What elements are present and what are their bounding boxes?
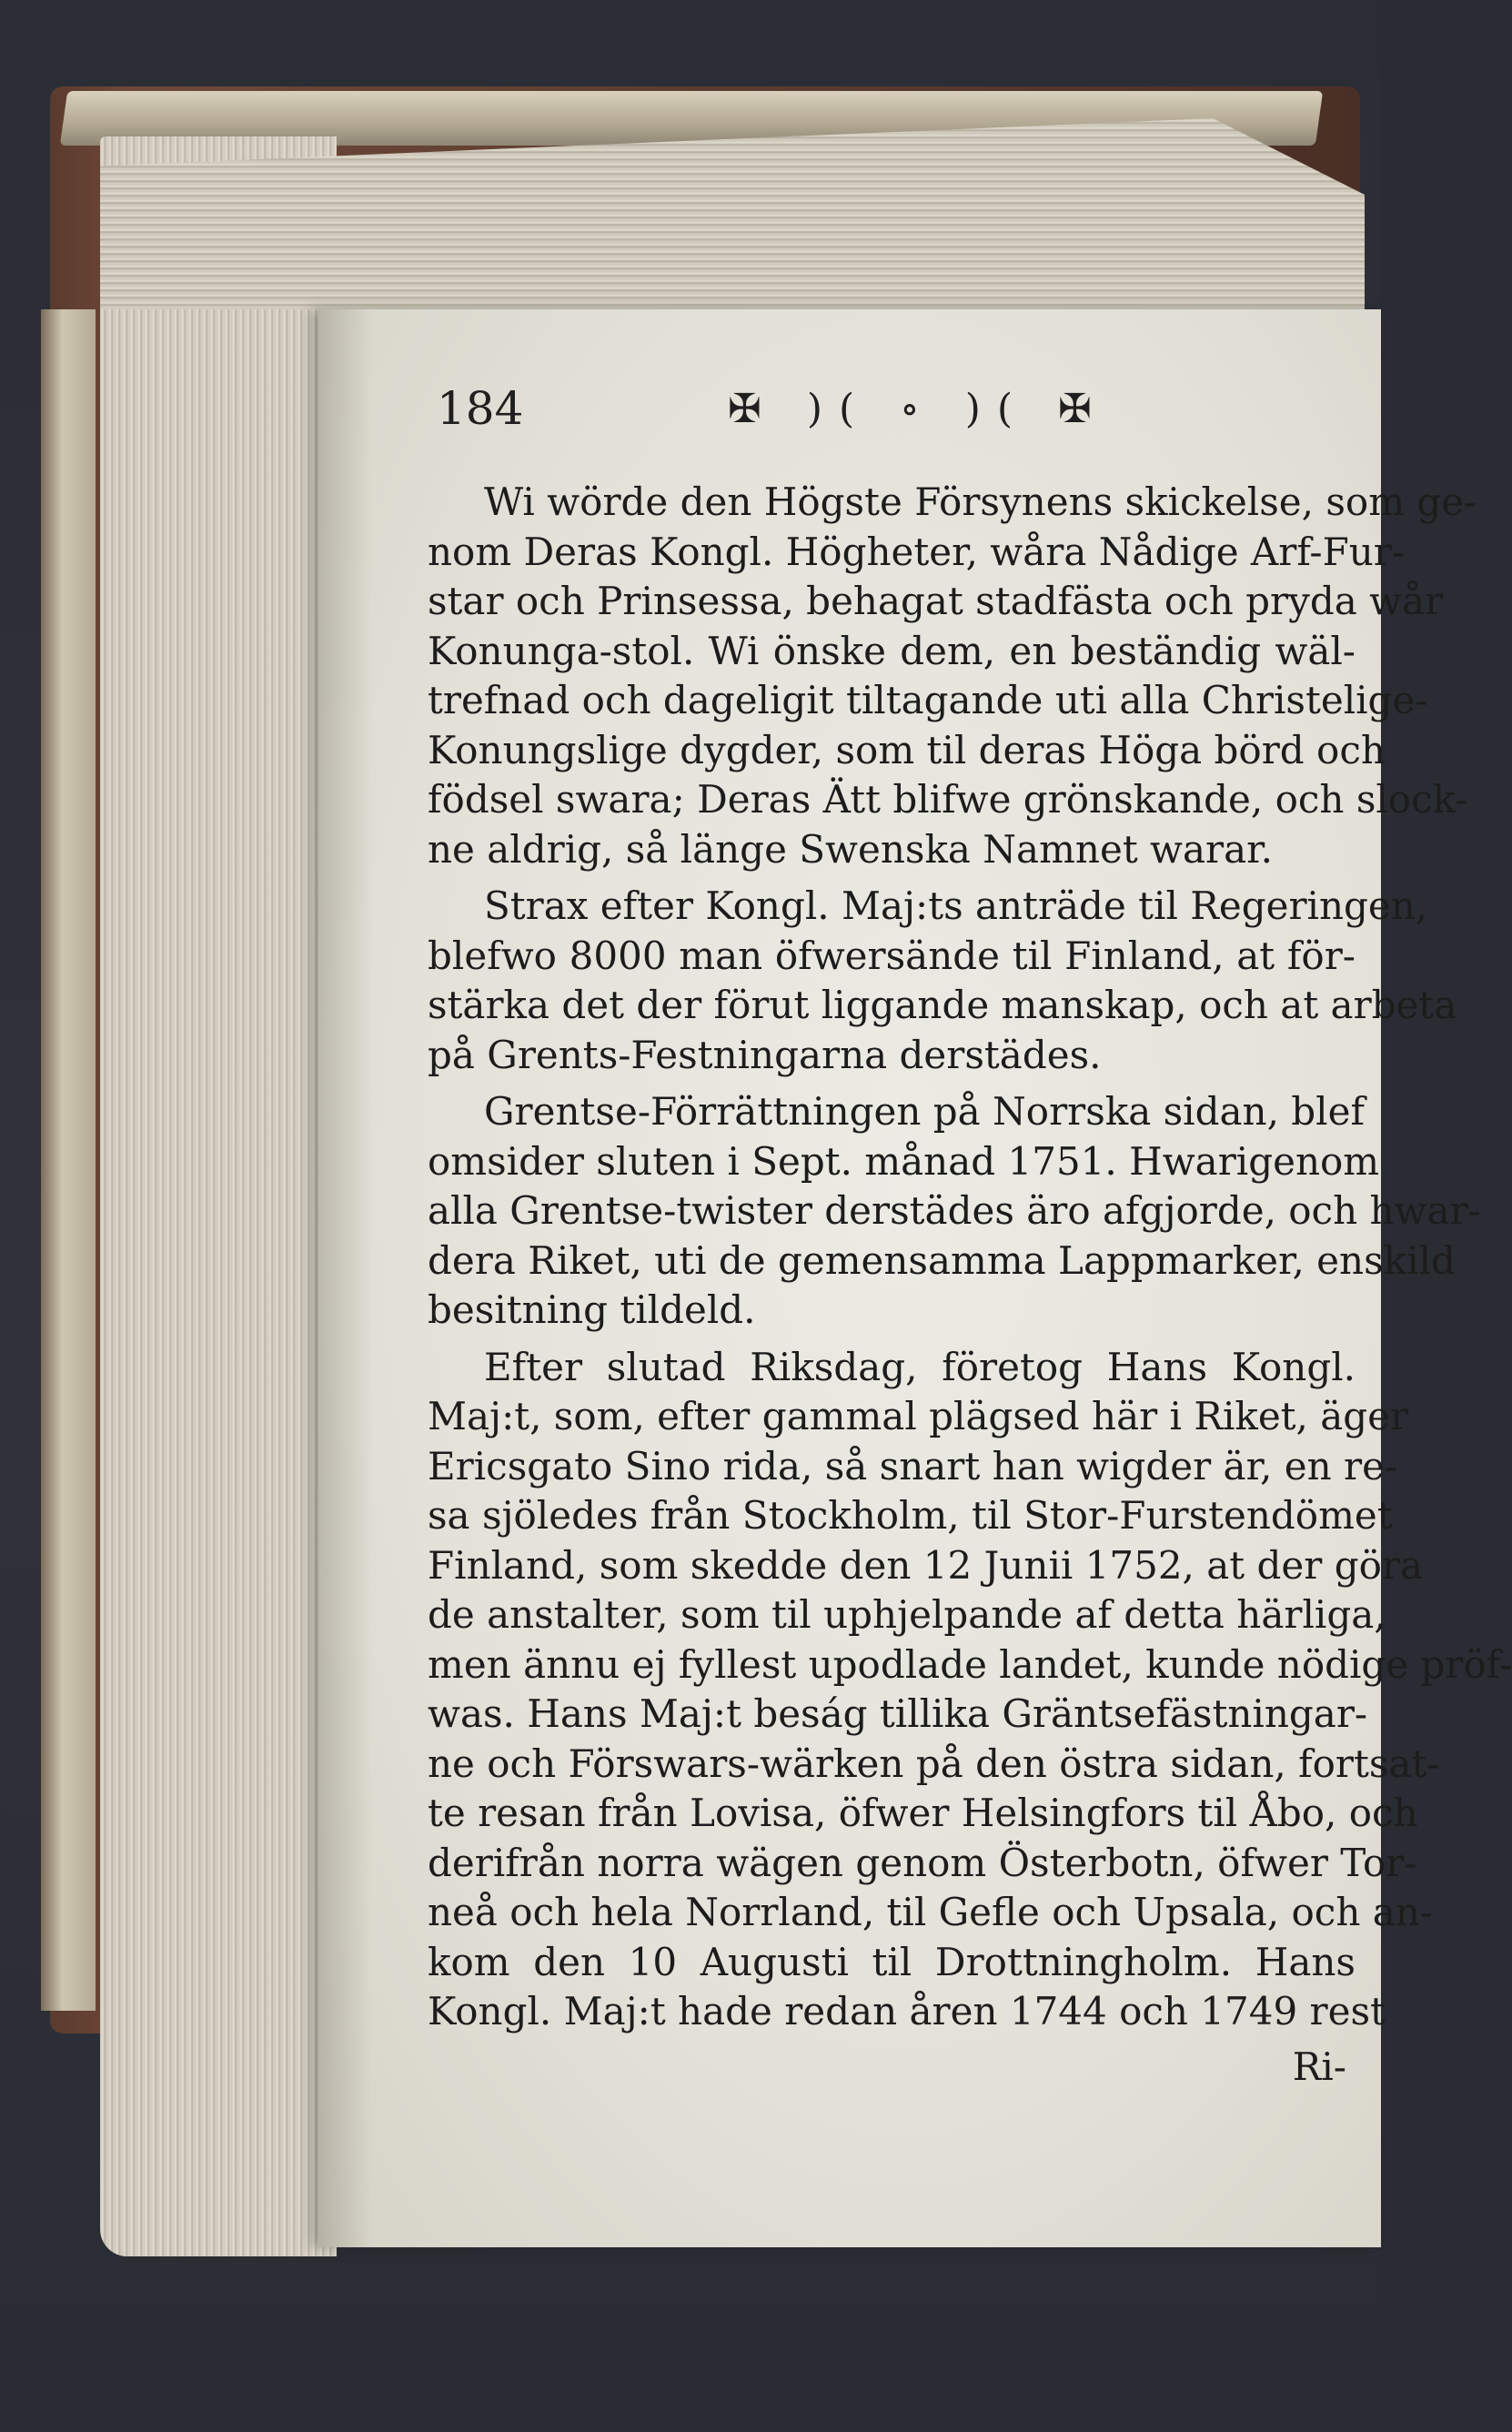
text-line: de anstalter, som til uphjelpande af detta härliga, bbox=[428, 1592, 1386, 1637]
text-line: ne aldrig, så länge Swenska Namnet warar. bbox=[428, 826, 1273, 872]
text-line: Wi wörde den Högste Försynens skickelse, som ge- bbox=[484, 479, 1477, 524]
text-line: trefnad och dageligit tiltagande uti alla Christelige- bbox=[428, 678, 1428, 722]
text-line: Konungslige dygder, som til deras Höga börd och bbox=[428, 727, 1386, 772]
paragraph-2 bbox=[428, 882, 1457, 1080]
text-line: besitning tildeld. bbox=[428, 1287, 756, 1332]
text-line: dera Riket, uti de gemensamma Lappmarker, enskild bbox=[428, 1237, 1456, 1283]
text-line: Grentse-Förrättningen på Norrska sidan, blef bbox=[484, 1089, 1366, 1134]
text-line: kom den 10 Augusti til Drottningholm. Hans bbox=[428, 1939, 1356, 1984]
text-line: på Grents-Festningarna derstädes. bbox=[428, 1032, 1102, 1077]
text-line: men ännu ej fyllest upodlade landet, kunde nödige pröf- bbox=[428, 1641, 1512, 1687]
paragraph-3 bbox=[428, 1087, 1481, 1336]
body-text bbox=[428, 478, 1512, 2092]
text-line: Maj:t, som, efter gammal plägsed här i Riket, äger bbox=[428, 1394, 1409, 1438]
paragraph-1 bbox=[428, 478, 1477, 874]
text-line: födsel swara; Deras Ätt blifwe grönskande, och slock- bbox=[428, 777, 1468, 822]
text-line: was. Hans Maj:t beság tillika Gräntsefästningar- bbox=[428, 1691, 1368, 1736]
text-line: te resan från Lovisa, öfwer Helsingfors til Åbo, och bbox=[428, 1791, 1418, 1835]
text-line: Ericsgato Sino rida, så snart han wigder är, en re- bbox=[428, 1443, 1398, 1488]
text-line: Finland, som skedde den 12 Junii 1752, at der göra bbox=[428, 1542, 1423, 1588]
text-line: star och Prinsessa, behagat stadfästa och pryda wår bbox=[428, 579, 1444, 623]
text-line: neå och hela Norrland, til Gefle och Upsala, och an- bbox=[428, 1890, 1434, 1934]
text-line: stärka det der förut liggande manskap, och at arbeta bbox=[428, 983, 1457, 1027]
text-line: Strax efter Kongl. Maj:ts anträde til Regeringen, bbox=[484, 883, 1428, 928]
text-line: Efter slutad Riksdag, företog Hans Kongl. bbox=[484, 1344, 1356, 1389]
page-stack-edge bbox=[100, 136, 337, 2256]
page-number: 184 bbox=[437, 382, 524, 435]
text-line: sa sjöledes från Stockholm, til Stor-Furstendömet bbox=[428, 1493, 1393, 1538]
book-spine-edge bbox=[41, 309, 96, 2011]
catchword: Ri- bbox=[1292, 2043, 1346, 2089]
paragraph-4 bbox=[428, 1343, 1512, 2037]
text-line: Kongl. Maj:t hade redan åren 1744 och 1749 rest bbox=[428, 1989, 1386, 2033]
text-line: derifrån norra wägen genom Österbotn, öfwer Tor- bbox=[428, 1840, 1417, 1885]
header-ornament-icon: ✠ )( ∘ )( ✠ bbox=[728, 386, 1108, 432]
text-line: ne och Förswars-wärken på den östra sidan, fortsat- bbox=[428, 1741, 1440, 1786]
text-line: blefwo 8000 man öfwersände til Finland, at för- bbox=[428, 933, 1356, 978]
text-line: Konunga-stol. Wi önske dem, en beständig wäl- bbox=[428, 628, 1356, 673]
page-header bbox=[437, 382, 1328, 455]
gutter-shadow bbox=[318, 309, 373, 2247]
text-line: omsider sluten i Sept. månad 1751. Hwarigenom bbox=[428, 1138, 1380, 1184]
text-line: nom Deras Kongl. Högheter, wåra Nådige Arf-Fur- bbox=[428, 529, 1406, 574]
text-line: alla Grentse-twister derstädes äro afgjorde, och hwar- bbox=[428, 1188, 1481, 1233]
